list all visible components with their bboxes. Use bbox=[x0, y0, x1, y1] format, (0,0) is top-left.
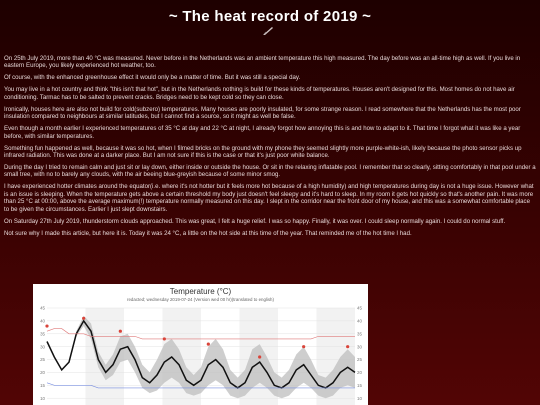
data-point-marker bbox=[207, 342, 210, 345]
y-tick-label-left: 30 bbox=[40, 344, 45, 350]
y-tick-label-left: 15 bbox=[40, 382, 45, 388]
y-tick-label-left: 20 bbox=[40, 370, 45, 376]
chart-title: Temperature (°C) bbox=[169, 287, 232, 296]
paragraph: Even though a month earlier I experienced temperatures of 35 °C at day and 22 °C at night, I already forgot how annoying this is and how to adapt to it. That time I forgot what it was like a year before, with similar temperatures. bbox=[4, 125, 521, 140]
paragraph: I have experienced hotter climates around the equator(i.e. where it's not hotter but it feels more hot because of a high humidity) and high temperatures during day is not a huge issue. However what is an issue is sleeping. When the temperature gets above a certain threshold my body just doesn't feel sleepy and it's hard to sleep. In my room it gets hot quickly so that's another pain. It was more than 25 °C at 00:00, above the average maximum(!) temperature normally measured on this day. I slept in the corridor near the front door of my house, and this was a somewhat comfortable place to be given the circumstances. Earlier I just slept downstairs. bbox=[4, 183, 534, 213]
paragraph: Not sure why I made this article, but here it is. Today it was 24 °C, a little on the hot side at this time of the year. That reminded me of the hot time I had. bbox=[4, 229, 412, 237]
data-point-marker bbox=[163, 337, 166, 340]
data-point-marker bbox=[346, 345, 349, 348]
chart-plot bbox=[33, 284, 368, 405]
y-tick-label-right: 15 bbox=[357, 382, 362, 388]
y-tick-label-left: 10 bbox=[40, 395, 45, 401]
y-tick-label-left: 45 bbox=[40, 305, 45, 311]
paragraph: Ironically, houses here are also not build for cold(subzero) temperatures. Many houses are poorly insulated, for some strange reason. I read somewhere that the Netherlands has the most poor insulation compared to neighbours at similar latitudes, but I cannot find a source, so it might as well be false. bbox=[4, 105, 521, 121]
y-tick-label-right: 40 bbox=[357, 318, 362, 324]
paragraph: Of course, with the enhanced greenhouse effect it would only be a matter of time. But it was still a special day. bbox=[4, 74, 301, 82]
temperature-chart bbox=[33, 284, 368, 405]
y-tick-label-left: 35 bbox=[40, 331, 45, 337]
paragraph: On Saturday 27th July 2019, thunderstorm clouds approached. This was great, I felt a huge relief. I was so happy. Finally, it was over. I could sleep normally again. I could do normal stuff. bbox=[4, 217, 506, 225]
y-tick-label-right: 30 bbox=[357, 344, 362, 350]
data-point-marker bbox=[302, 345, 305, 348]
chart-subtitle: redacted; wednesday 2019-07-24 (Version wed 00 hr)(translated to english) bbox=[127, 297, 274, 302]
data-point-marker bbox=[119, 330, 122, 333]
data-point-marker bbox=[258, 355, 261, 358]
y-tick-label-left: 25 bbox=[40, 357, 45, 363]
y-tick-label-right: 10 bbox=[357, 395, 362, 401]
y-tick-label-right: 35 bbox=[357, 331, 362, 337]
paragraph: You may live in a hot country and think "this isn't that hot", but in the Netherlands nothing is build for these kinds of temperatures. Houses aren't designed for this. Most homes do not have air conditioning. Tarmac has to be salted to prevent cracks. Bridges need to be kept cold so they can close. bbox=[4, 86, 515, 101]
y-tick-label-right: 25 bbox=[357, 357, 362, 363]
paragraph: Something fun happened as well, because it was so hot, when I filmed bricks on the ground with my phone they seemed slightly more purple-white-ish, likely because the photo sensor picks up infrared radiation. This was done at a darker place. But I am not sure if this is the case or that it's just poor white balance. bbox=[4, 144, 522, 160]
page-title: ~ The heat record of 2019 ~ bbox=[168, 8, 372, 25]
paragraph: On 25th July 2019, more than 40 °C was measured. Never before in the Netherlands was an ambient temperature this high measured. The day before was an all-time high as well. If you live in eastern Europe, you likely experienced hot weather, too. bbox=[4, 55, 521, 70]
y-tick-label-left: 40 bbox=[40, 318, 45, 324]
article-body bbox=[4, 55, 536, 242]
quill-icon bbox=[262, 26, 274, 36]
paragraph: During the day I tried to remain calm and just sit or lay down, either inside or outside the house. Or sit in the relaxing inflatable pool. I remember that so clearly, sitting comfortably in that pool under a small tree, with no to barely any clouds, with the air beeing blue-greyish because of some minor smog. bbox=[4, 164, 536, 179]
y-tick-label-right: 45 bbox=[357, 305, 362, 311]
data-point-marker bbox=[45, 324, 48, 327]
data-point-marker bbox=[82, 317, 85, 320]
y-tick-label-right: 20 bbox=[357, 370, 362, 376]
